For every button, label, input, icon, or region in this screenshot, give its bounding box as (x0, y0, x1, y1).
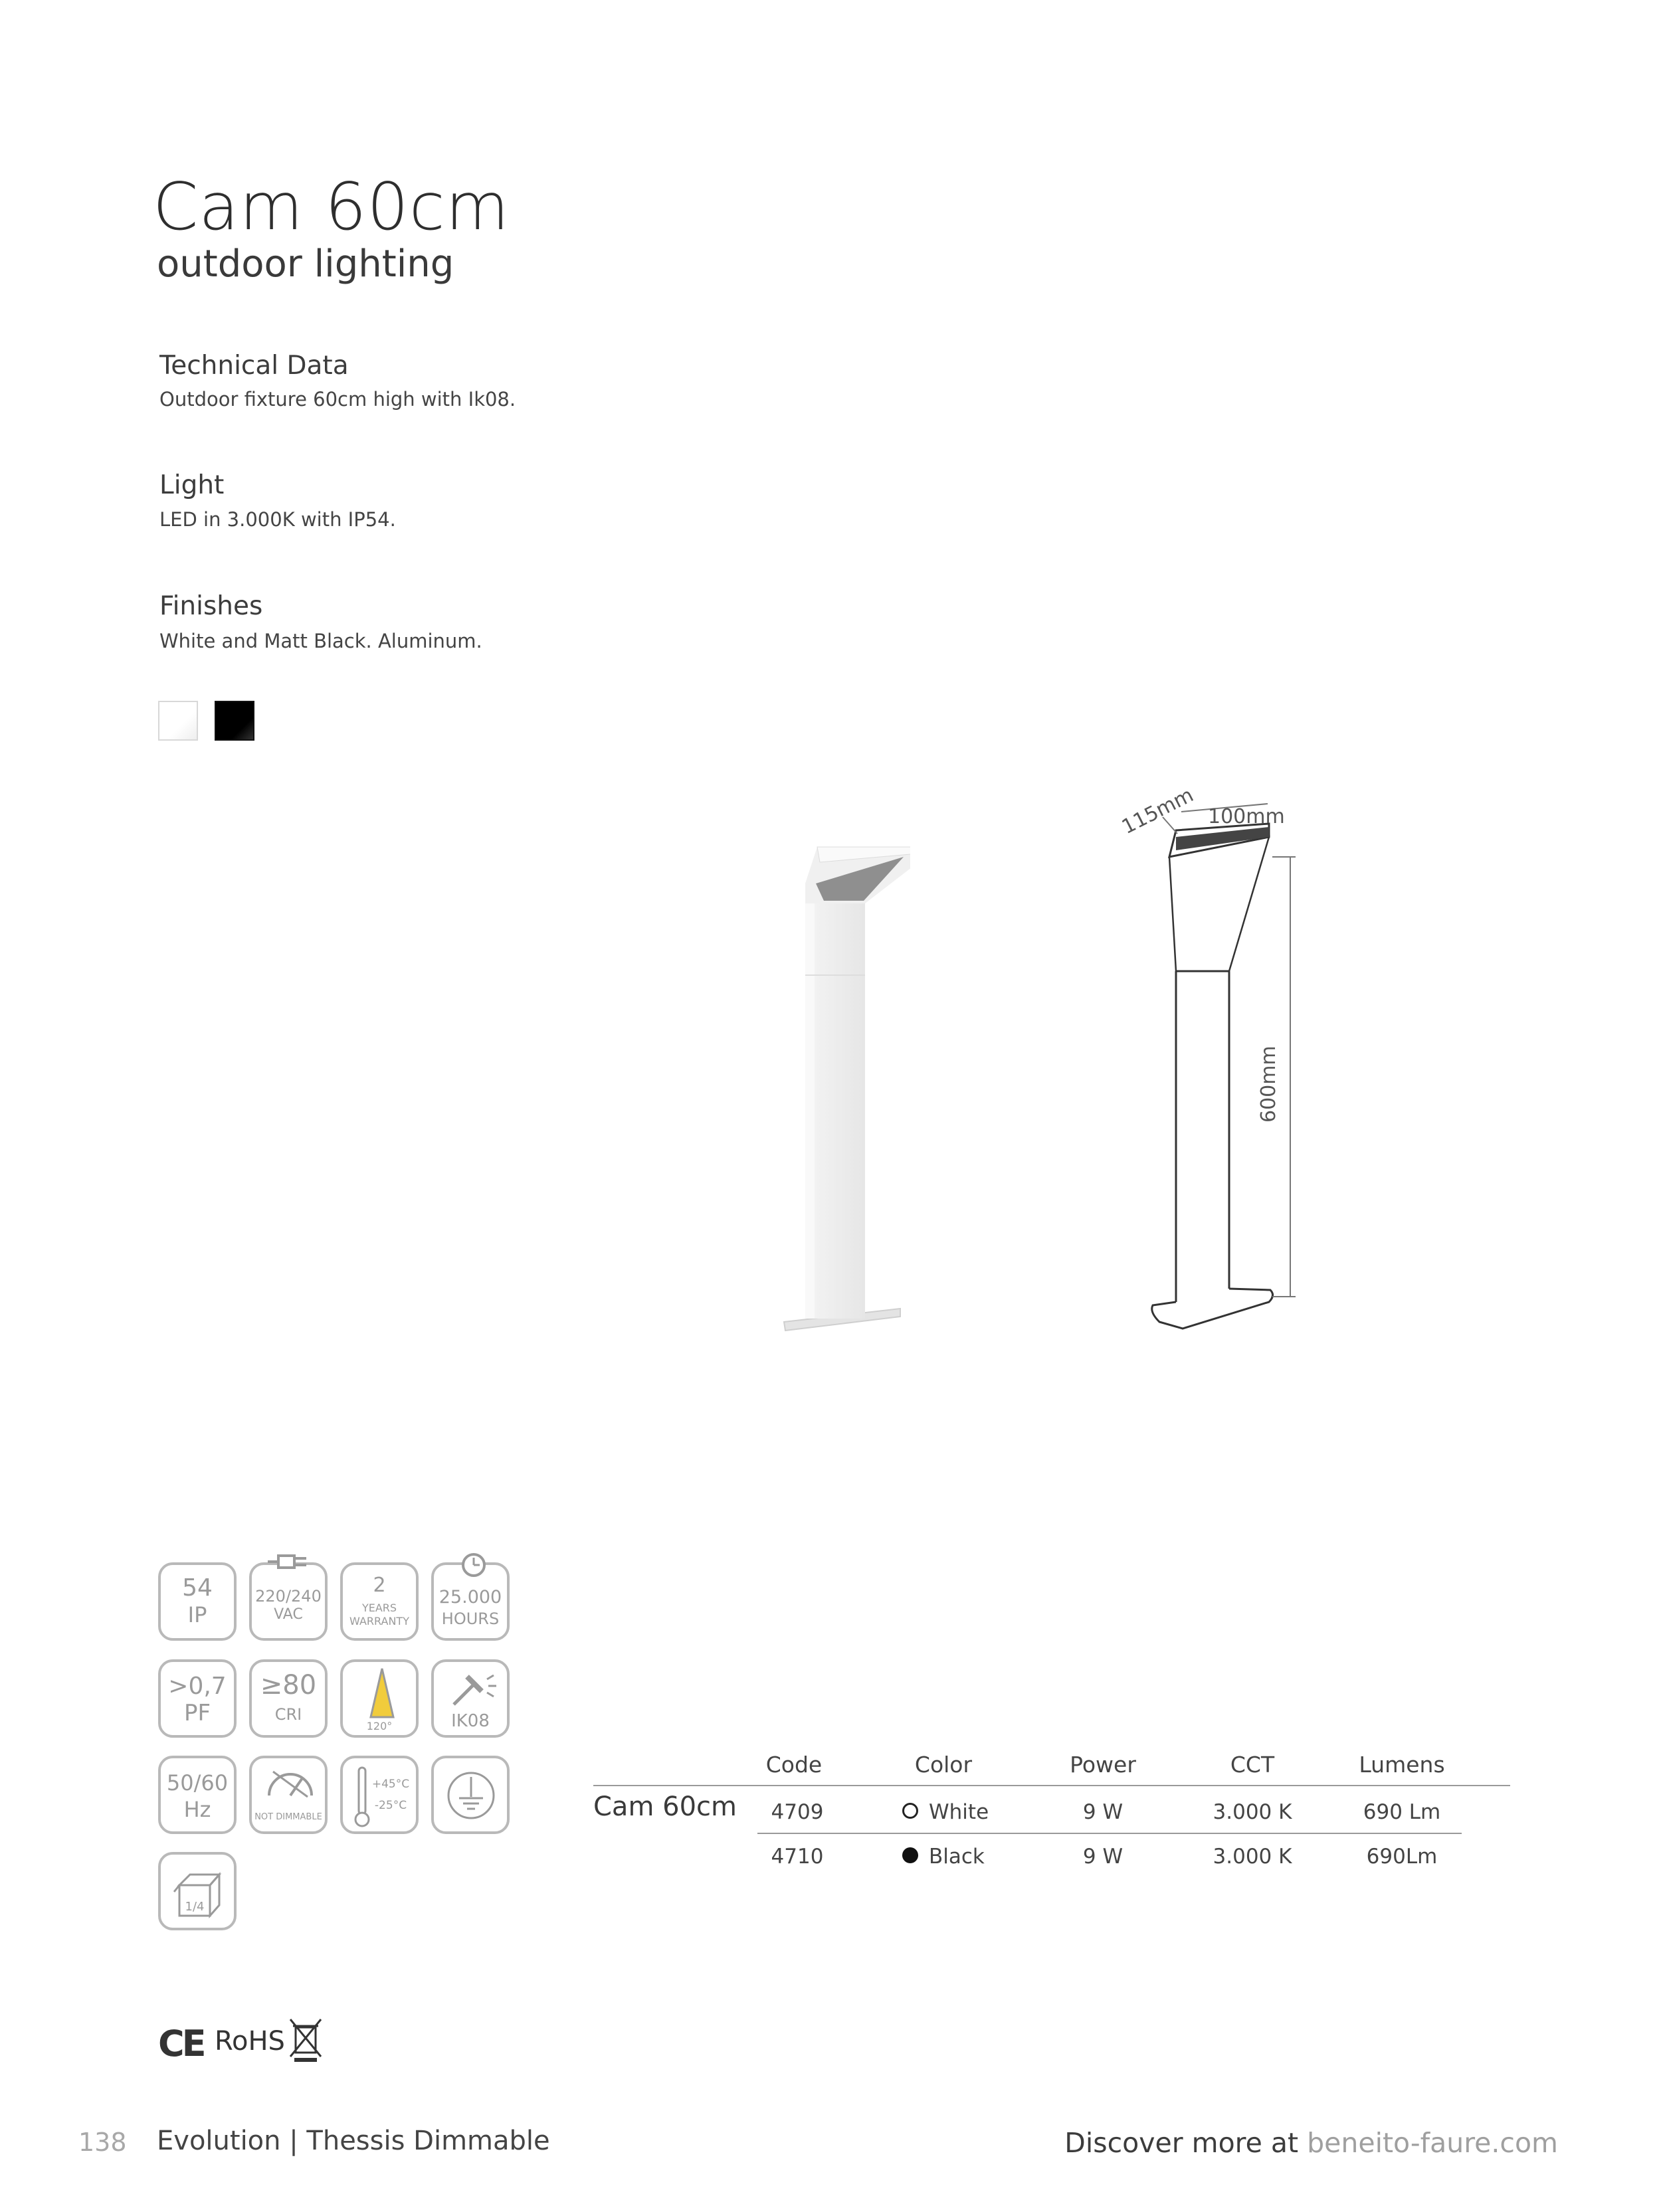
badge-hours: 25.000 HOURS (431, 1562, 510, 1641)
badge-box: 1/4 (158, 1852, 237, 1930)
cell-code: 4710 (771, 1845, 824, 1869)
light-text: LED in 3.000K with IP54. (159, 508, 396, 531)
cell-power: 9 W (1082, 1845, 1123, 1869)
ground-icon (443, 1768, 499, 1823)
table-product-name: Cam 60cm (593, 1792, 737, 1822)
column-code: Code (765, 1752, 823, 1778)
badge-cri: ≥80 CRI (249, 1659, 328, 1738)
beam-angle-icon (365, 1667, 399, 1720)
product-photo (777, 844, 910, 1335)
badge-beam: 120° (340, 1659, 419, 1738)
cell-lumens: 690 Lm (1363, 1800, 1441, 1824)
badge-temperature: +45°C -25°C (340, 1756, 419, 1834)
swatch-black (215, 701, 254, 741)
swatch-white (158, 701, 198, 741)
dimension-width: 100mm (1208, 805, 1285, 828)
page-title: Cam 60cm (153, 169, 510, 245)
column-lumens: Lumens (1359, 1752, 1445, 1778)
rohs-mark: RoHS (215, 2026, 285, 2057)
cell-power: 9 W (1082, 1800, 1123, 1824)
badge-pf: >0,7 PF (158, 1659, 237, 1738)
badge-warranty: 2 YEARS WARRANTY (340, 1562, 419, 1641)
badge-ik: IK08 (431, 1659, 510, 1738)
ce-mark: CE (158, 2023, 204, 2065)
color-dot-white (902, 1803, 918, 1819)
hammer-icon (447, 1670, 500, 1710)
page-number: 138 (78, 2128, 127, 2157)
weee-bin-icon (288, 2018, 324, 2063)
page-subtitle: outdoor lighting (157, 242, 454, 286)
cell-color: White (929, 1800, 989, 1824)
column-power: Power (1070, 1752, 1136, 1778)
table-row-rule (757, 1833, 1462, 1834)
badge-hz: 50/60 Hz (158, 1756, 237, 1834)
badge-ground (431, 1756, 510, 1834)
badge-dimmable: NOT DIMMABLE (249, 1756, 328, 1834)
thermometer-icon (352, 1765, 372, 1829)
finishes-heading: Finishes (159, 591, 263, 621)
clock-icon (460, 1552, 487, 1578)
footer-discover (1064, 2127, 1558, 2159)
dimension-height: 600mm (1257, 1046, 1280, 1123)
dimension-depth: 115mm (1118, 783, 1197, 840)
column-color: Color (914, 1752, 973, 1778)
technical-data-heading: Technical Data (159, 351, 349, 381)
technical-data-text: Outdoor fixture 60cm high with Ik08. (159, 388, 516, 411)
badge-ip: 54 IP (158, 1562, 237, 1641)
cell-cct: 3.000 K (1213, 1800, 1292, 1824)
column-cct: CCT (1230, 1752, 1275, 1778)
technical-drawing (1110, 797, 1329, 1335)
dimmer-icon (264, 1766, 317, 1799)
plug-icon (268, 1552, 314, 1572)
light-heading: Light (159, 470, 225, 500)
finishes-text: White and Matt Black. Aluminum. (159, 630, 482, 652)
footer-collection: Evolution | Thessis Dimmable (157, 2126, 550, 2156)
cell-lumens: 690Lm (1366, 1845, 1438, 1869)
color-dot-black (902, 1847, 918, 1863)
cell-code: 4709 (771, 1800, 824, 1824)
cell-cct: 3.000 K (1213, 1845, 1292, 1869)
table-header-rule (593, 1785, 1510, 1786)
discover-label: Discover more at (1064, 2127, 1299, 2159)
website-link[interactable]: beneito-faure.com (1307, 2127, 1558, 2159)
badge-voltage: 220/240 VAC (249, 1562, 328, 1641)
cell-color: Black (929, 1845, 985, 1869)
